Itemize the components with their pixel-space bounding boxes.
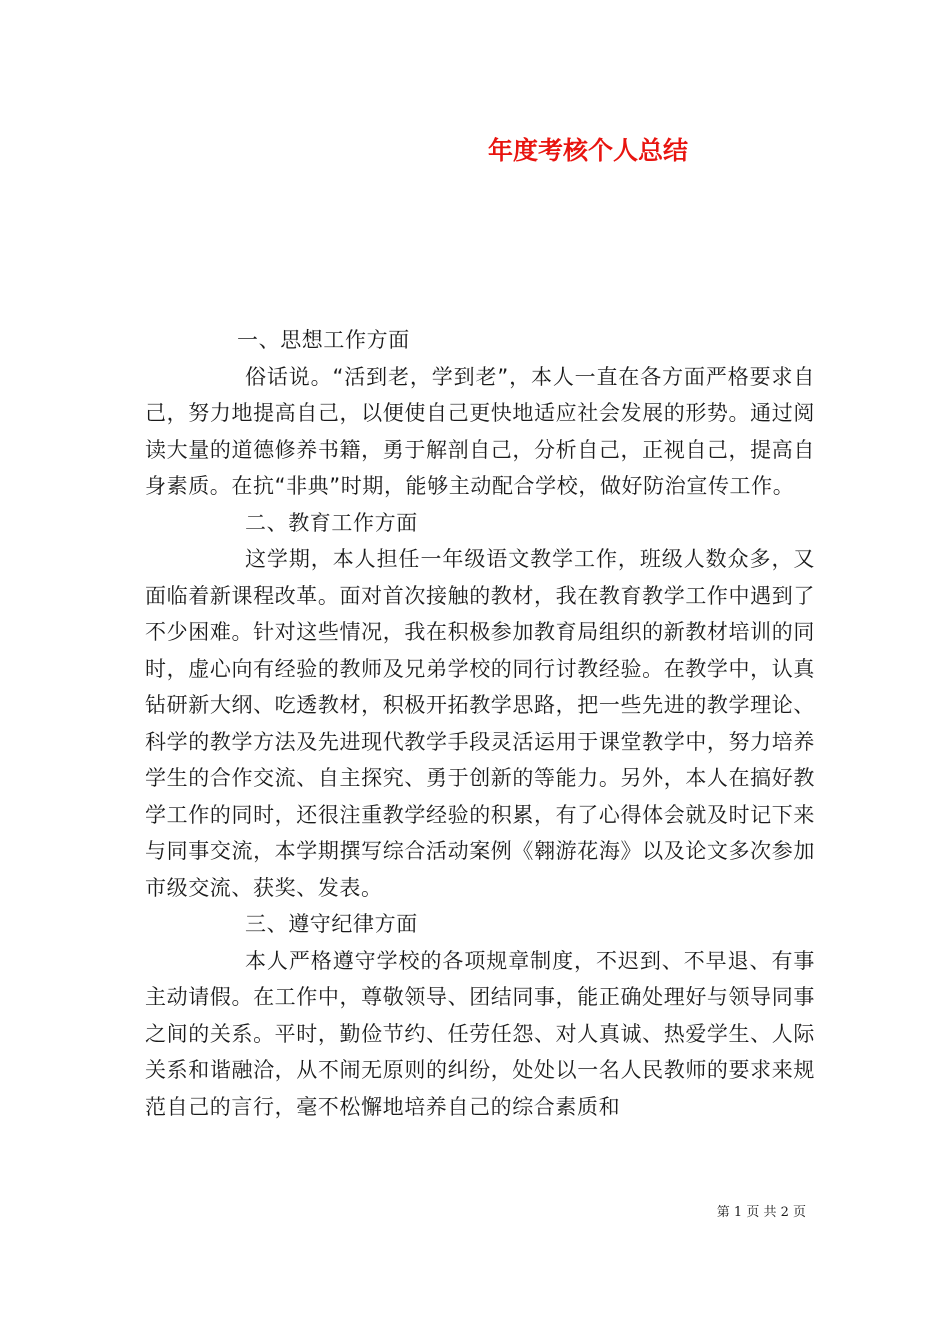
section-heading-thought: 一、思想工作方面 — [237, 328, 410, 352]
section-heading-education: 二、教育工作方面 — [245, 510, 418, 535]
document-title: 年度考核个人总结 — [488, 136, 689, 165]
document-body — [145, 322, 815, 1125]
section-paragraph-thought: 俗话说。“活到老，学到老”，本人一直在各方面严格要求自己，努力地提高自己，以便使自己更快地适应社会发展的形势。通过阅读大量的道德修养书籍，勇于解剖自己，分析自己，正视自己，提高自身素质。在抗“非典”时期，能够主动配合学校，做好防治宣传工作。 — [145, 364, 815, 498]
section-paragraph-discipline: 本人严格遵守学校的各项规章制度，不迟到、不早退、有事主动请假。在工作中，尊敬领导、团结同事，能正确处理好与领导同事之间的关系。平时，勤俭节约、任劳任怨、对人真诚、热爱学生、人际关系和谐融洽，从不闹无原则的纠纷，处处以一名人民教师的要求来规范自己的言行，毫不松懈地培养自己的综合素质和 — [145, 948, 815, 1119]
section-paragraph-education: 这学期，本人担任一年级语文教学工作，班级人数众多，又面临着新课程改革。面对首次接触的教材，我在教育教学工作中遇到了不少困难。针对这些情况，我在积极参加教育局组织的新教材培训的同时，虚心向有经验的教师及兄弟学校的同行讨教经验。在教学中，认真钻研新大纲、吃透教材，积极开拓教学思路，把一些先进的教学理论、科学的教学方法及先进现代教学手段灵活运用于课堂教学中，努力培养学生的合作交流、自主探究、勇于创新的等能力。另外，本人在搞好教学工作的同时，还很注重教学经验的积累，有了心得体会就及时记下来与同事交流，本学期撰写综合活动案例《翱游花海》以及论文多次参加市级交流、获奖、发表。 — [145, 547, 815, 900]
section-heading-discipline: 三、遵守纪律方面 — [245, 912, 418, 936]
page-number-footer: 第 1 页 共 2 页 — [716, 1205, 806, 1220]
